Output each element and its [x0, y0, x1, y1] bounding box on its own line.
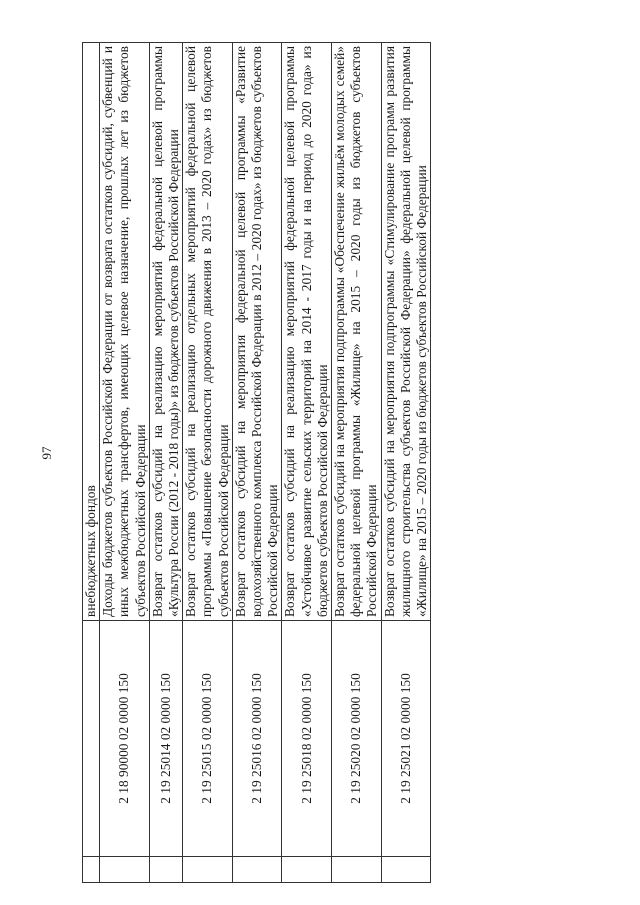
table-cell-code: 2 19 25018 02 0000 150 [282, 621, 332, 857]
table-row [83, 43, 100, 883]
table-row [100, 43, 150, 883]
table-cell-description: Возврат остатков субсидий на реализацию мероприятий федеральной целевой программы «Культура России (2012 - 2018 годы)» из бюджетов субъектов Российской Федерации [149, 43, 182, 621]
table-cell-empty [232, 857, 282, 883]
table-cell-empty [183, 857, 233, 883]
page-number: 97 [39, 446, 54, 460]
table-cell-code: 2 19 25021 02 0000 150 [381, 621, 431, 857]
table-cell-empty [149, 857, 182, 883]
table-row [232, 43, 282, 883]
table-cell-description: Возврат остатков субсидий на мероприятия подпрограммы «Обеспечение жильём молодых семей» федеральной целевой программы «Жилище» на 2015 – 2020 годы из бюджетов субъектов Российской Федерации [332, 43, 382, 621]
budget-classification-table [82, 42, 431, 883]
table-cell-empty [83, 857, 100, 883]
table-cell-code: 2 19 25020 02 0000 150 [332, 621, 382, 857]
table-cell-code: 2 19 25014 02 0000 150 [149, 621, 182, 857]
table-row [282, 43, 332, 883]
rotated-page-frame [82, 43, 565, 883]
table-cell-empty [100, 857, 150, 883]
table-row [183, 43, 233, 883]
table-cell-description: Возврат остатков субсидий на мероприятия подпрограммы «Стимулирование программ развития жилищного строительства субъектов Российской Федерации» федеральной целевой программы «Жилище» на 2015 – 2020 годы из бюджетов субъектов Российской Федерации [381, 43, 431, 621]
table-cell-code: 2 18 90000 02 0000 150 [100, 621, 150, 857]
table-cell-description: Возврат остатков субсидий на реализацию мероприятий федеральной целевой программы «Устойчивое развитие сельских территорий на 2014 - 2017 годы и на период до 2020 года» из бюджетов субъектов Российской Федерации [282, 43, 332, 621]
table-row [149, 43, 182, 883]
table-row [332, 43, 382, 883]
table-cell-code: 2 19 25016 02 0000 150 [232, 621, 282, 857]
table-cell-empty [332, 857, 382, 883]
table-cell-description: внебюджетных фондов [83, 43, 100, 621]
table-cell-description: Возврат остатков субсидий на мероприятия федеральной целевой программы «Развитие водохозяйственного комплекса Российской Федерации в 2012 – 2020 годах» из бюджетов субъектов Российской Федерации [232, 43, 282, 621]
table-cell-empty [282, 857, 332, 883]
table-cell-description: Возврат остатков субсидий на реализацию отдельных мероприятий федеральной целевой программы «Повышение безопасности дорожного движения в 2013 – 2020 годах» из бюджетов субъектов Российской Федерации [183, 43, 233, 621]
table-cell-code: 2 19 25015 02 0000 150 [183, 621, 233, 857]
table-row [381, 43, 431, 883]
table-cell-description: Доходы бюджетов субъектов Российской Федерации от возврата остатков субсидий, субвенций и иных межбюджетных трансфертов, имеющих целевое назначение, прошлых лет из бюджетов субъектов Российской Федерации [100, 43, 150, 621]
table-cell-code [83, 621, 100, 857]
table-cell-empty [381, 857, 431, 883]
